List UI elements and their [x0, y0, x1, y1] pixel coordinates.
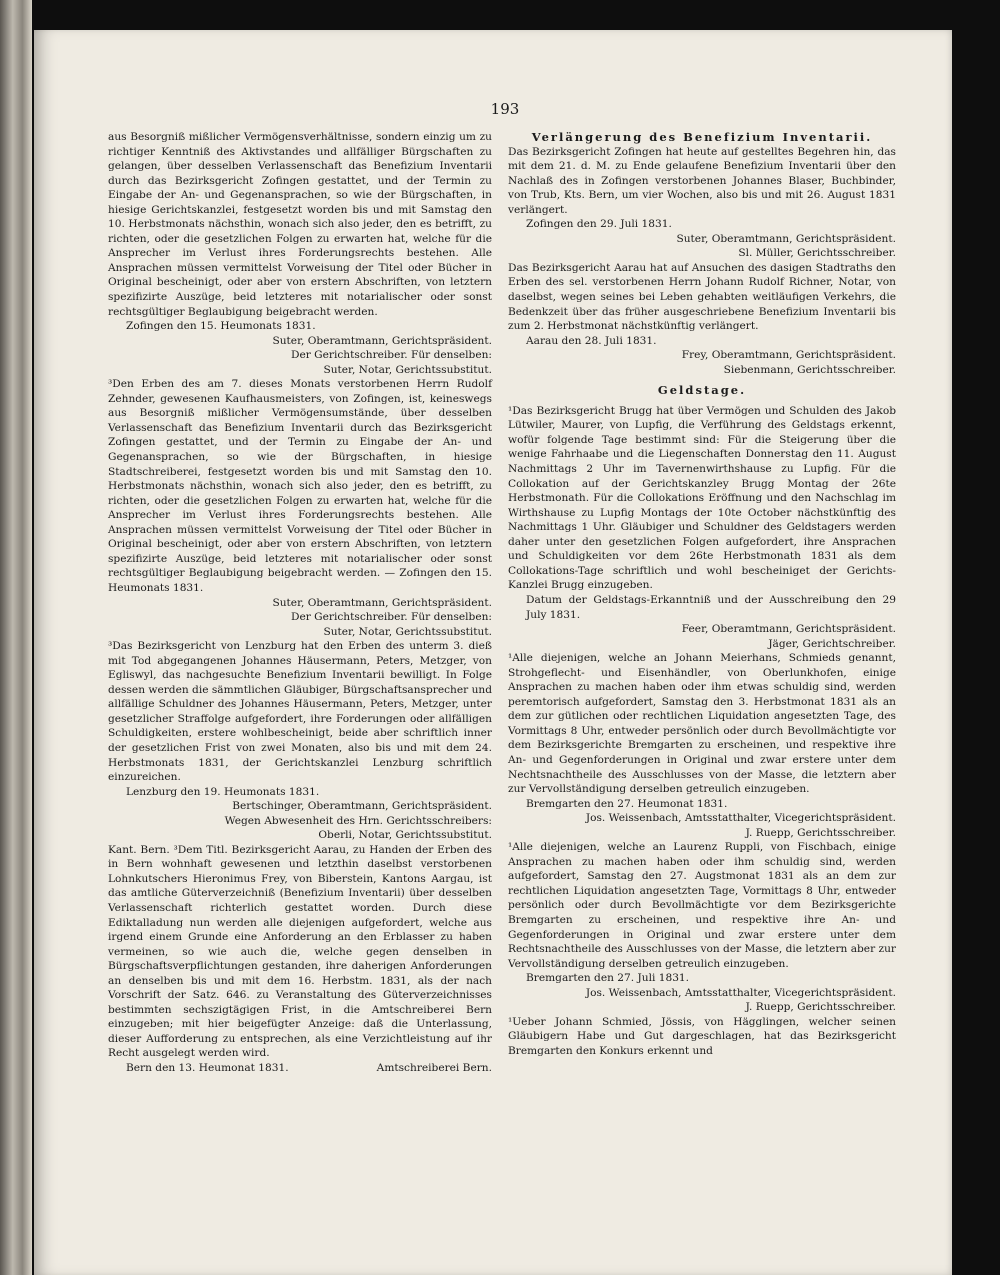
date-line: Datum der Geldstags-Erkanntniß und der Ausschreibung den 29 July 1831.: [526, 593, 896, 621]
signature: Amtschreiberei Bern.: [376, 1062, 492, 1074]
signature: Suter, Notar, Gerichtssubstitut.: [323, 363, 492, 376]
page-number: 193: [490, 100, 520, 118]
date-line: Aarau den 28. Juli 1831.: [526, 334, 657, 347]
signature: Suter, Notar, Gerichtssubstitut.: [323, 625, 492, 638]
closing-row: [108, 1061, 492, 1076]
signature: Jos. Weissenbach, Amtsstatthalter, Vicegerichtspräsident.: [585, 812, 896, 825]
signature: Suter, Oberamtmann, Gerichtspräsident.: [272, 596, 492, 609]
paragraph: ¹Alle diejenigen, welche an Laurenz Ruppli, von Fischbach, einige Ansprachen zu machen haben oder ihm schuldig sind, werden aufgefordert, Samstag den 27. Augstmonat 1831 als an dem zur rechtlichen Liquidation angesetzten Tage, Vormittags 8 Uhr, entweder persönlich oder durch Bevollmächtigte vor dem Bezirksgerichte Bremgarten zu erscheinen, und respektive ihre An- und Gegenforderungen in Original und zwar erstere unter dem Rechtsnachtheile des Ausschlusses von der Masse, die letztern aber zur Vervollständigung derselben getreulich einzugeben.: [508, 841, 896, 970]
signature: Sl. Müller, Gerichtsschreiber.: [738, 247, 896, 260]
paragraph: ¹Ueber Johann Schmied, Jössis, von Hägglingen, welcher seinen Gläubigern Habe und Gut dargeschlagen, hat das Bezirksgericht Bremgarten den Konkurs erkennt und: [508, 1015, 896, 1057]
signature: Siebenmann, Gerichtsschreiber.: [723, 363, 896, 376]
section-heading: Verlängerung des Benefizium Inventarii.: [531, 130, 873, 144]
right-column: [508, 130, 896, 1058]
signature: J. Ruepp, Gerichtsschreiber.: [745, 826, 896, 839]
signature: Jos. Weissenbach, Amtsstatthalter, Vicegerichtspräsident.: [585, 986, 896, 999]
date-line: Zofingen den 29. Juli 1831.: [526, 218, 672, 231]
date-line: Zofingen den 15. Heumonats 1831.: [126, 320, 316, 333]
left-column: [108, 130, 492, 1076]
signature: Der Gerichtschreiber. Für denselben:: [290, 611, 492, 624]
paragraph: ³Den Erben des am 7. dieses Monats verstorbenen Herrn Rudolf Zehnder, gewesenen Kaufhausmeisters, von Zofingen, ist, keineswegs aus Besorgniß mißlicher Vermögensumstände, über desselben Verlassenschaft das Benefizium Inventarii durch das Bezirksgericht Zofingen gestattet, und der Termin zu Eingabe der An- und Gegenansprachen, so wie der Bürgschaften, in hiesige Stadtschreiberei, festgesetzt worden bis und mit Samstag den 10. Herbstmonats nächsthin, wonach sich also jeder, den es betrifft, zu richten, oder die gesetzlichen Folgen zu erwarten hat, welche für die Ansprecher im Verlust ihres Forderungsrechts bestehen. Alle Ansprachen müssen vermittelst Vorweisung der Titel oder Bücher in Original bescheinigt, oder aber von erstern Abschriften, von letztern spezifizirte Auszüge, beid letzteres mit notarialischer oder sonst rechtsgültiger Beglaubigung beigebracht werden. — Zofingen den 15. Heumonats 1831.: [108, 378, 492, 594]
paragraph: ³Das Bezirksgericht von Lenzburg hat den Erben des unterm 3. dieß mit Tod abgegangenen Johannes Häusermann, Peters, Metzger, von Egliswyl, das nachgesuchte Benefizium Inventarii bewilligt. In Folge dessen werden die sämmtlichen Gläubiger, Bürgschaftsansprecher und allfällige Schuldner des Johannes Häusermann, Peters, Metzger, unter gesetzlicher Straffolge aufgefordert, ihre Forderungen oder allfälligen Schuldigkeiten, erstere wohlbescheinigt, beide aber schriftlich inner der gesetzlichen Frist von zwei Monaten, also bis und mit dem 24. Herbstmonats 1831, der Gerichtskanzlei Lenzburg schriftlich einzureichen.: [108, 640, 492, 784]
date-line: Lenzburg den 19. Heumonats 1831.: [126, 785, 320, 798]
date-line: Bremgarten den 27. Heumonat 1831.: [526, 797, 728, 810]
date-line: Bremgarten den 27. Juli 1831.: [526, 972, 690, 985]
signature: J. Ruepp, Gerichtsschreiber.: [745, 1001, 896, 1014]
signature: Suter, Oberamtmann, Gerichtspräsident.: [272, 334, 492, 347]
signature: Bertschinger, Oberamtmann, Gerichtspräsident.: [232, 800, 492, 813]
paragraph: Kant. Bern. ³Dem Titl. Bezirksgericht Aarau, zu Handen der Erben des in Bern wohnhaft gewesenen und letzthin daselbst verstorbenen Lohnkutschers Hieronimus Frey, von Biberstein, Kantons Aargau, ist das amtliche Güterverzeichniß (Benefizium Inventarii) über desselben Verlassenschaft richterlich gestattet worden. Durch diese Ediktalladung nun werden alle diejenigen aufgefordert, welche aus irgend einem Grunde eine Anforderung an den Erblasser zu haben vermeinen, so wie auch die, welche gegen denselben in Bürgschaftsverpflichtungen gestanden, ihre daherigen Anforderungen an denselben bis und mit dem 16. Herbstm. 1831, als der nach Vorschrift der Satz. 646. zu Veranstaltung des Güterverzeichnisses bestimmten sechszigtägigen Frist, in die Amtschreiberei Bern einzugeben; mit hier beigefügter Anzeige: daß die Unterlassung, dieser Aufforderung zu entsprechen, als eine Verzichtleistung auf ihr Recht ausgelegt werden wird.: [108, 843, 492, 1060]
paragraph: ¹Das Bezirksgericht Brugg hat über Vermögen und Schulden des Jakob Lütwiler, Maurer, von Lupfig, die Verführung des Geldstags erkennt, wofür folgende Tage bestimmt sind: Für die Steigerung über die wenige Fahrhaabe und die Liegenschaften Donnerstag den 11. August Nachmittags 2 Uhr im Tavernenwirthshause zu Lupfig. Für die Collokation auf der Gerichtskanzley Brugg Montag der 26te Herbstmonath. Für die Collokations Eröffnung und den Nachschlag im Wirthshause zu Lupfig Montags der 10te October nächstkünftig des Nachmittags 1 Uhr. Gläubiger und Schuldner des Geldstagers werden daher unter den gesetzlichen Folgen aufgefordert, ihre Ansprachen und Schuldigkeiten vor dem 26te Herbstmonath 1831 als dem Collokations-Tage schriftlich und wohl bescheiniget der Gerichts-Kanzlei Brugg einzugeben.: [508, 404, 896, 592]
paragraph: ¹Alle diejenigen, welche an Johann Meierhans, Schmieds genannt, Strohgeflecht- und Eisenhändler, von Oberlunkhofen, einige Ansprachen zu machen haben oder ihm etwas schuldig sind, werden peremtorisch aufgefordert, Samstag den 3. Herbstmonat 1831 als an dem zur gütlichen oder rechtlichen Liquidation angesetzten Tage, des Vormittags 8 Uhr, entweder persönlich oder durch Bevollmächtigte vor dem Bezirksgerichte Bremgarten zu erscheinen, und respektive ihre An- und Gegenforderungen in Original und zwar erstere unter dem Nechtsnachtheile des Ausschlusses von der Masse, die letztern aber zur Vervollständigung derselben getreulich einzugeben.: [508, 652, 896, 796]
section-heading: Geldstage.: [657, 383, 747, 398]
paragraph: aus Besorgniß mißlicher Vermögensverhältnisse, sondern einzig um zu richtiger Kenntniß des Aktivstandes und allfälliger Bürgschaften zu gelangen, über desselben Verlassenschaft das Benefizium Inventarii durch das Bezirksgericht Zofingen gestattet, und der Termin zu Eingabe der An- und Gegenansprachen, so wie der Bürgschaften, in hiesige Gerichtskanzlei, festgesetzt worden bis und mit Samstag den 10. Herbstmonats nächsthin, wonach sich also jeder, den es betrifft, zu richten, oder die gesetzlichen Folgen zu erwarten hat, welche für die Ansprecher im Verlust ihres Forderungsrechts bestehen. Alle Ansprachen müssen vermittelst Vorweisung der Titel oder Bücher in Original bescheinigt, oder aber von erstern Abschriften, von letztern spezifizirte Auszüge, beid letzteres mit notarialischer oder sonst rechtsgültiger Beglaubigung beigebracht werden.: [108, 131, 492, 318]
signature: Feer, Oberamtmann, Gerichtspräsident.: [681, 623, 896, 636]
paragraph: Das Bezirksgericht Aarau hat auf Ansuchen des dasigen Stadtraths den Erben des sel. verstorbenen Herrn Johann Rudolf Richner, Notar, von daselbst, wegen seines bei Leben gehabten weitläufigen Verkehrs, die Bedenkzeit über das früher ausgeschriebene Benefizium Inventarii bis zum 2. Herbstmonat nächstkünftig verlängert.: [508, 261, 896, 333]
paragraph: Das Bezirksgericht Zofingen hat heute auf gestelltes Begehren hin, das mit dem 21. d. M. zu Ende gelaufene Benefizium Inventarii über den Nachlaß des in Zofingen verstorbenen Johannes Blaser, Buchbinder, von Trub, Kts. Bern, um vier Wochen, also bis und mit 26. August 1831 verlängert.: [508, 145, 896, 216]
signature: Jäger, Gerichtschreiber.: [768, 637, 896, 650]
date-line: Bern den 13. Heumonat 1831.: [126, 1062, 289, 1074]
previous-page-edge: [0, 0, 32, 1275]
signature: Suter, Oberamtmann, Gerichtspräsident.: [676, 232, 896, 245]
signature: Oberli, Notar, Gerichtssubstitut.: [318, 829, 492, 842]
signature: Der Gerichtschreiber. Für denselben:: [290, 349, 492, 362]
signature: Frey, Oberamtmann, Gerichtspräsident.: [681, 349, 896, 362]
signature: Wegen Abwesenheit des Hrn. Gerichtsschreibers:: [224, 814, 492, 827]
